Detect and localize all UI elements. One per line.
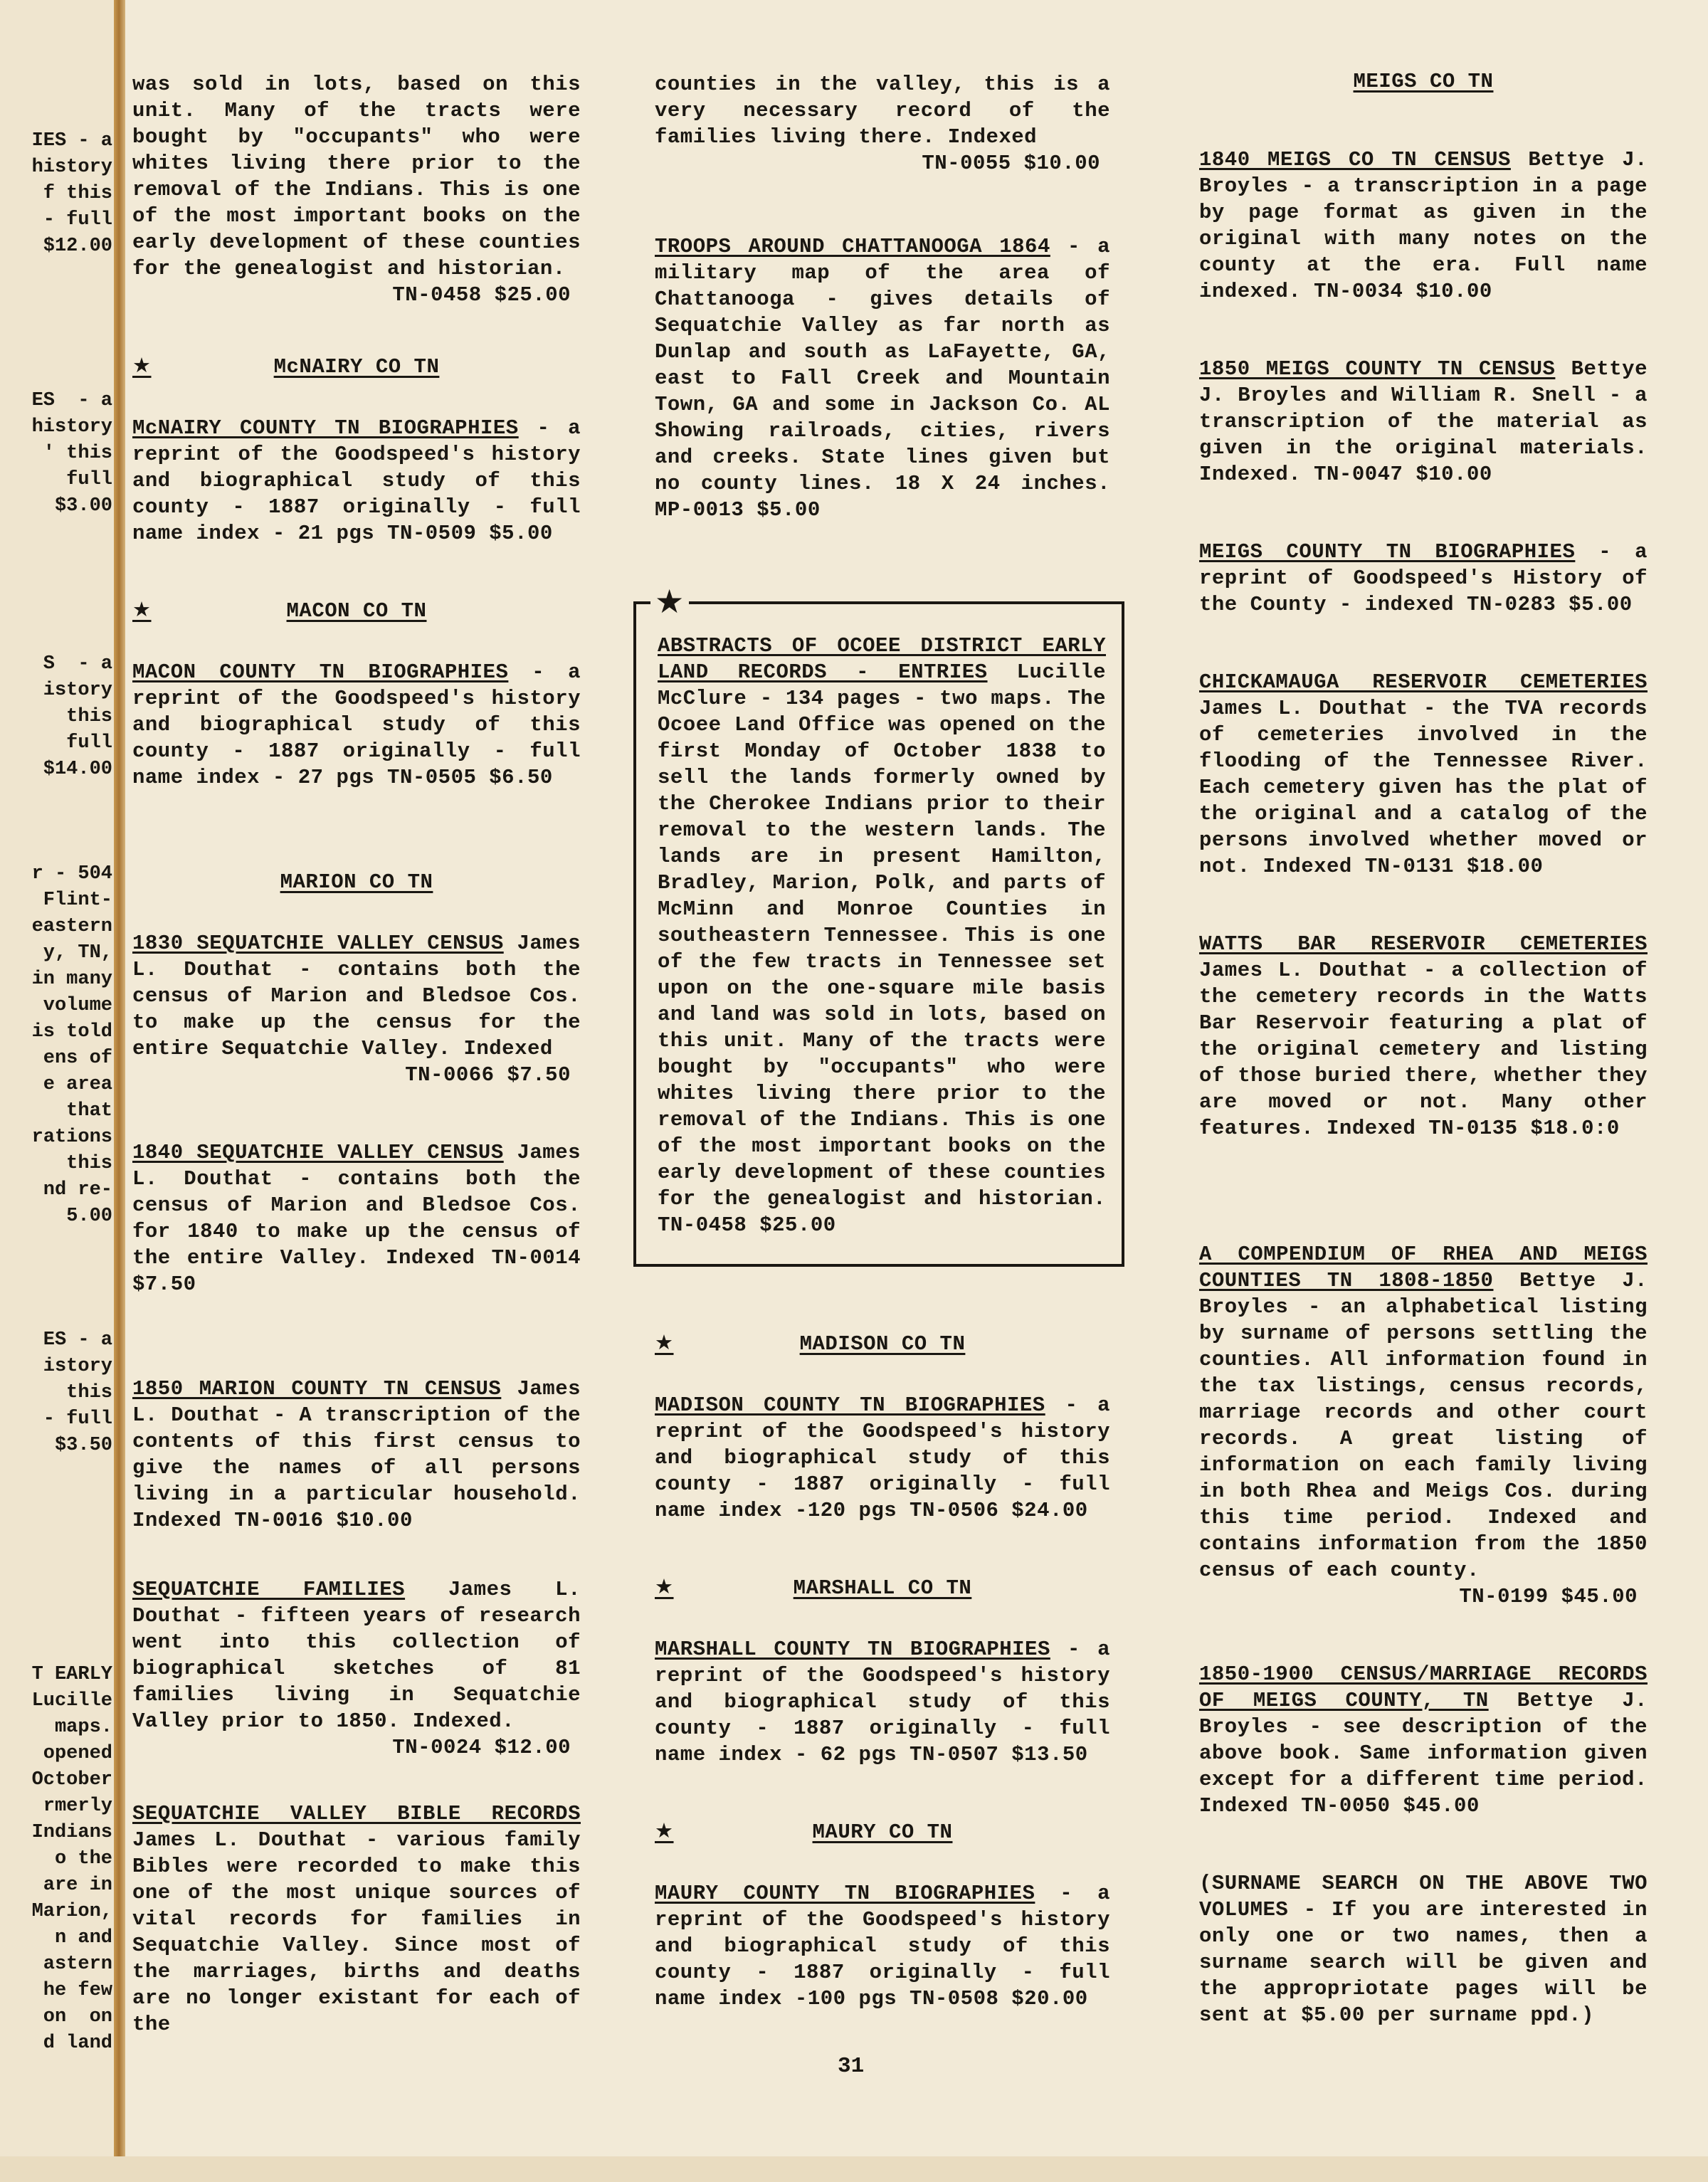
- catalog-entry: [655, 1392, 1110, 1524]
- entry-title: MEIGS COUNTY TN BIOGRAPHIES: [1199, 540, 1576, 564]
- entry-title: 1830 SEQUATCHIE VALLEY CENSUS: [132, 932, 504, 955]
- page-bottom-edge: [0, 2156, 1708, 2182]
- section-heading-text: MEIGS CO TN: [1353, 70, 1494, 93]
- entry-text: - a reprint of Goodspeed's History of the County - indexed TN-0283 $5.00: [1199, 540, 1648, 616]
- entry-text: - a reprint of the Goodspeed's history and biographical study of this county - 1887 originally - full name index -100 pgs TN-0508 $20.00: [655, 1882, 1110, 2010]
- entry-text: - a military map of the area of Chattanooga - gives details of Sequatchie Valley as far north as Dunlap and south as LaFayette, GA, east to Fall Creek and Mountain Town, GA and some in Jackson Co. AL Showing railroads, cities, rivers and creeks. State lines given but no county lines. 18 X 24 inches. MP-0013 $5.00: [655, 235, 1110, 522]
- entry-title: SEQUATCHIE VALLEY BIBLE RECORDS: [132, 1802, 581, 1825]
- entry-price: TN-0024 $12.00: [392, 1736, 571, 1759]
- entry-title: ABSTRACTS OF OCOEE DISTRICT EARLY LAND RECORDS - ENTRIES: [658, 634, 1106, 684]
- entry-text: was sold in lots, based on this unit. Many of the tracts were bought by "occupants" who were whites living there prior to the removal of the Indians. This is one of the most important books on the early development of these counties for the genealogist and historian.: [132, 73, 581, 280]
- catalog-entry: [132, 1139, 581, 1297]
- entry-title: A COMPENDIUM OF RHEA AND MEIGS COUNTIES TN 1808-1850: [1199, 1243, 1648, 1292]
- catalog-entry: [655, 233, 1110, 523]
- section-heading-text: McNAIRY CO TN: [273, 355, 440, 379]
- entry-title: McNAIRY COUNTY TN BIOGRAPHIES: [132, 416, 519, 440]
- entry-title: MADISON COUNTY TN BIOGRAPHIES: [655, 1393, 1045, 1417]
- catalog-entry: [132, 1801, 581, 2038]
- edge-text-block: ES - a history ' this full $3.00: [31, 390, 112, 517]
- column-c: [1199, 68, 1648, 2080]
- catalog-entry: [655, 1636, 1110, 1768]
- edge-text-block: ES - a istory this - full $3.50: [43, 1329, 112, 1456]
- catalog-entry: [132, 930, 581, 1088]
- edge-text-block: T EARLY Lucille maps. opened October rmerly Indians o the are in Marion, n and astern he few on on d land: [31, 1664, 112, 2054]
- entry-title: MAURY COUNTY TN BIOGRAPHIES: [655, 1882, 1035, 1905]
- section-heading-meigs: [1199, 68, 1648, 97]
- entry-title: 1850-1900 CENSUS/MARRIAGE RECORDS OF MEIGS COUNTY, TN: [1199, 1662, 1648, 1712]
- entry-title: 1840 MEIGS CO TN CENSUS: [1199, 148, 1511, 172]
- page-number: 31: [838, 2054, 865, 2079]
- catalog-entry: [1199, 1241, 1648, 1610]
- entry-title: MACON COUNTY TN BIOGRAPHIES: [132, 660, 509, 684]
- edge-text-block: S - a istory this full $14.00: [43, 653, 112, 780]
- note-text: (SURNAME SEARCH ON THE ABOVE TWO VOLUMES - If you are interested in only one or two names, then a surname search will be given and the appropriotate pages will be sent at $5.00 per surname ppd.): [1199, 1872, 1648, 2027]
- edge-text-block: r - 504 Flint- eastern y, TN, in many volume is told ens of e area that rations this nd re- 5.00: [31, 863, 112, 1227]
- section-heading-marion: [132, 869, 581, 897]
- section-heading-mcnairy: [132, 354, 581, 382]
- section-heading-marshall: [655, 1575, 1110, 1603]
- entry-title: WATTS BAR RESERVOIR CEMETERIES: [1199, 932, 1648, 956]
- continued-entry: [655, 71, 1110, 176]
- catalog-entry: [655, 1880, 1110, 2012]
- entry-text: - a reprint of the Goodspeed's history and biographical study of this county - 1887 originally - full name index - 27 pgs TN-0505 $6.50: [132, 660, 581, 789]
- facing-page-edge: [0, 0, 125, 2182]
- catalog-entry: [132, 415, 581, 547]
- entry-title: 1850 MEIGS COUNTY TN CENSUS: [1199, 357, 1556, 381]
- entry-title: 1840 SEQUATCHIE VALLEY CENSUS: [132, 1141, 504, 1164]
- binding-gutter: [114, 0, 125, 2182]
- section-heading-text: MACON CO TN: [286, 599, 427, 623]
- entry-text: James L. Douthat - a collection of the cemetery records in the Watts Bar Reservoir featuring a plat of the original cemetery and listing of those buried there, whether they are moved or not. Many other features. Indexed TN-0135 $18.0:0: [1199, 959, 1648, 1140]
- star-icon: ★: [650, 587, 689, 616]
- star-icon: ★: [132, 353, 152, 377]
- entry-text: James L. Douthat - contains both the census of Marion and Bledsoe Cos. for 1840 to make up the census of the entire Valley. Indexed TN-0014 $7.50: [132, 1141, 581, 1296]
- section-heading-text: MAURY CO TN: [812, 1820, 953, 1844]
- catalog-entry: [1199, 1661, 1648, 1819]
- entry-text: James L. Douthat - the TVA records of cemeteries involved in the flooding of the Tennessee River. Each cemetery given has the plat of the original and a catalog of the persons involved whether moved or not. Indexed TN-0131 $18.00: [1199, 697, 1648, 878]
- entry-text: Bettye J. Broyles - an alphabetical listing by surname of persons settling the counties. All information found in the tax listings, census records, marriage records and other court records. A great listing of information on each family living in both Rhea and Meigs Cos. during this time period. Indexed and contains information from the 1850 census of each county.: [1199, 1269, 1648, 1582]
- entry-title: 1850 MARION COUNTY TN CENSUS: [132, 1377, 502, 1401]
- catalog-entry: [132, 659, 581, 791]
- section-heading-text: MARION CO TN: [280, 870, 433, 894]
- featured-entry-box: [633, 582, 1124, 1267]
- section-heading-madison: [655, 1331, 1110, 1359]
- catalog-entry: [1199, 669, 1648, 880]
- edge-text-block: IES - a history f this - full $12.00: [31, 130, 112, 257]
- entry-text: James L. Douthat - A transcription of the contents of this first census to give the names of all persons living in a particular household. Indexed TN-0016 $10.00: [132, 1377, 581, 1532]
- entry-text: James L. Douthat - fifteen years of research went into this collection of biographical sketches of 81 families living in Sequatchie Valley prior to 1850. Indexed.: [132, 1578, 581, 1733]
- surname-search-note: [1199, 1870, 1648, 2028]
- star-icon: ★: [655, 1818, 674, 1843]
- entry-text: Bettye J. Broyles - see description of the above book. Same information given except for a different time period. Indexed TN-0050 $45.00: [1199, 1689, 1648, 1818]
- entry-text: - a reprint of the Goodspeed's history and biographical study of this county - 1887 originally - full name index - 62 pgs TN-0507 $13.50: [655, 1638, 1110, 1766]
- entry-text: Bettye J. Broyles - a transcription in a page by page format as given in the original with many notes on the county at the era. Full name indexed. TN-0034 $10.00: [1199, 148, 1648, 303]
- entry-title: MARSHALL COUNTY TN BIOGRAPHIES: [655, 1638, 1050, 1661]
- column-b: [655, 71, 1110, 2063]
- catalog-entry: [132, 1576, 581, 1761]
- entry-text: James L. Douthat - contains both the census of Marion and Bledsoe Cos. to make up the census for the entire Sequatchie Valley. Indexed: [132, 932, 581, 1060]
- entry-text: - a reprint of the Goodspeed's history and biographical study of this county - 1887 originally - full name index - 21 pgs TN-0509 $5.00: [132, 416, 581, 545]
- catalog-entry: [1199, 539, 1648, 618]
- entry-text: - a reprint of the Goodspeed's history and biographical study of this county - 1887 originally - full name index -120 pgs TN-0506 $24.00: [655, 1393, 1110, 1522]
- entry-text: James L. Douthat - various family Bibles were recorded to make this one of the most unique sources of vital records for families in Sequatchie Valley. Since most of the marriages, births and deaths are no longer existant for each of the: [132, 1828, 581, 2036]
- star-icon: ★: [132, 597, 152, 621]
- continued-entry: [132, 71, 581, 308]
- entry-price: TN-0055 $10.00: [922, 152, 1100, 175]
- catalog-entry: [132, 1376, 581, 1534]
- catalog-entry: [1199, 147, 1648, 305]
- entry-price: TN-0199 $45.00: [1459, 1585, 1638, 1608]
- star-icon: ★: [655, 1330, 674, 1354]
- section-heading-text: MADISON CO TN: [799, 1332, 966, 1356]
- entry-text: Bettye J. Broyles and William R. Snell - a transcription of the material as given in the original materials. Indexed. TN-0047 $10.00: [1199, 357, 1648, 486]
- section-heading-macon: [132, 598, 581, 626]
- catalog-entry: [1199, 931, 1648, 1142]
- section-heading-text: MARSHALL CO TN: [793, 1576, 972, 1600]
- column-a: [132, 71, 581, 2089]
- entry-text: counties in the valley, this is a very necessary record of the families living there. Indexed: [655, 73, 1110, 149]
- entry-text: Lucille McClure - 134 pages - two maps. The Ocoee Land Office was opened on the first Monday of October 1838 to sell the lands formerly owned by the Cherokee Indians prior to their removal to the western lands. The lands are in present Hamilton, Bradley, Marion, Polk, and parts of McMinn and Monroe Counties in southeastern Tennessee. This is one of the few tracts in Tennessee set upon on the one-square mile basis and land was sold in lots, based on this unit. Many of the tracts were bought by "occupants" who were whites living there prior to the removal of the Indians. This is one of the most important books on the early development of these counties for the genealogist and historian. TN-0458 $25.00: [658, 660, 1106, 1237]
- entry-price: TN-0066 $7.50: [405, 1063, 571, 1087]
- entry-title: SEQUATCHIE FAMILIES: [132, 1578, 406, 1601]
- catalog-entry: [1199, 356, 1648, 487]
- star-icon: ★: [655, 1574, 674, 1598]
- section-heading-maury: [655, 1819, 1110, 1848]
- entry-title: CHICKAMAUGA RESERVOIR CEMETERIES: [1199, 670, 1648, 694]
- entry-title: TROOPS AROUND CHATTANOOGA 1864: [655, 235, 1050, 258]
- entry-price: TN-0458 $25.00: [392, 283, 571, 307]
